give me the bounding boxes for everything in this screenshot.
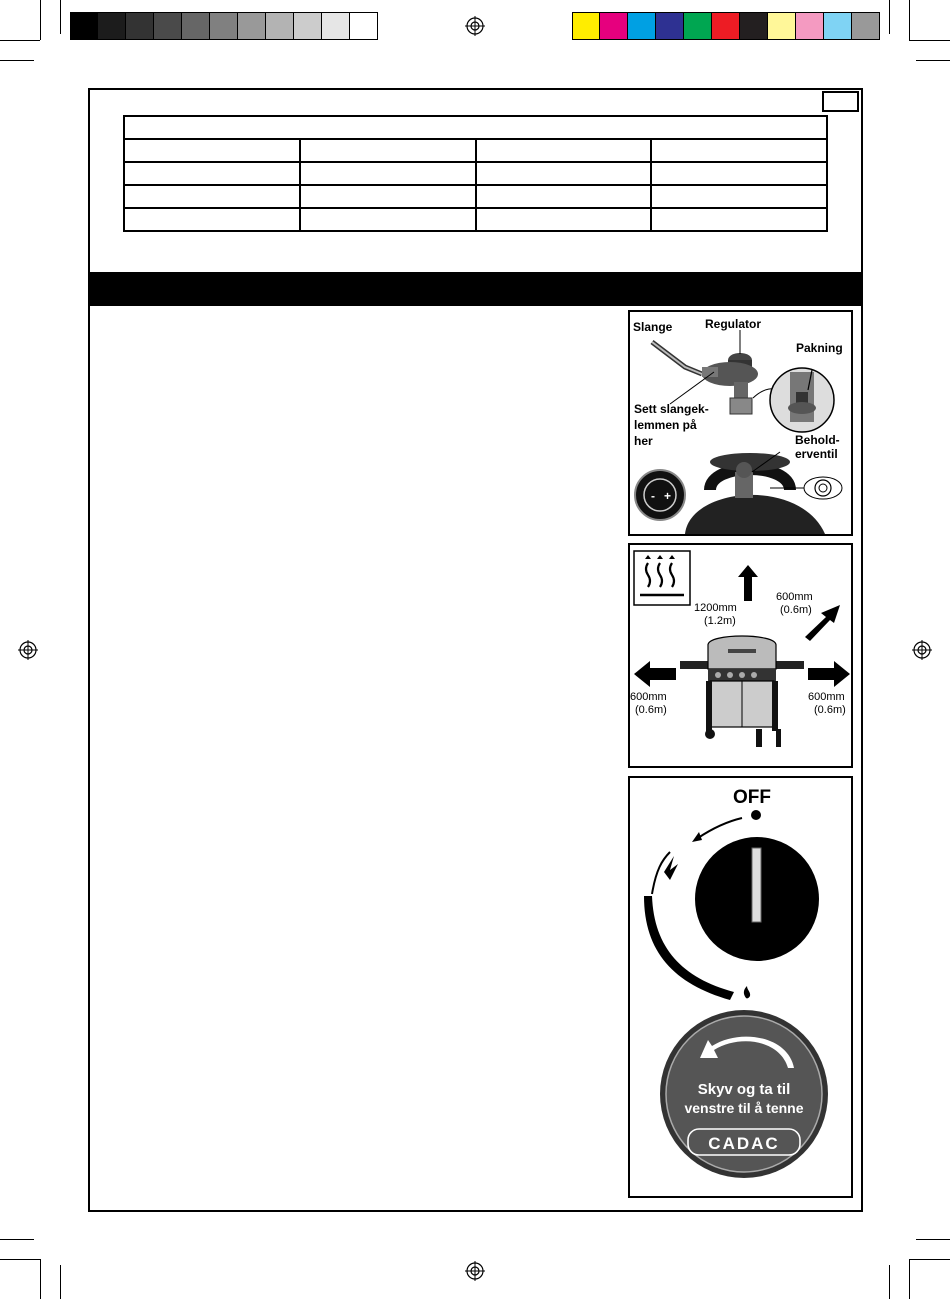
calibration-swatch [600,12,628,40]
label-valve-line1: Behold- [795,433,840,447]
calibration-swatch [238,12,266,40]
calibration-swatch [182,12,210,40]
ignition-illustration [630,778,851,1196]
table-cell [124,139,300,162]
calibration-swatch [796,12,824,40]
gas-cylinder-shape [685,495,825,534]
left-distance-label: 600mm [630,691,667,703]
off-position-dot [751,810,761,820]
brand-logo: CADAC [708,1134,780,1153]
dial-minus-label: - [651,489,655,503]
table-cell [300,185,476,208]
table-cell [124,208,300,231]
clearance-illustration [630,545,851,766]
arrow-right-icon [808,661,850,687]
calibration-swatch [70,12,98,40]
table-row [124,185,827,208]
back-distance-m-label: (0.6m) [780,604,812,616]
table-cell [651,139,827,162]
back-distance-label: 600mm [776,591,813,603]
table-cell [300,162,476,185]
table-cell [476,139,652,162]
calibration-swatch [266,12,294,40]
grill-side-shelf-right [776,661,804,669]
calibration-swatch [154,12,182,40]
dial-plus-label: + [664,489,672,503]
calibration-swatch [350,12,378,40]
calibration-swatch [740,12,768,40]
top-distance-label: 1200mm [694,602,737,614]
calibration-swatch [684,12,712,40]
table-cell [300,139,476,162]
regulator-illustration [630,312,851,534]
regulator-connection-figure [628,310,853,536]
arrow-left-icon [634,661,676,687]
calibration-swatch [628,12,656,40]
off-label: OFF [733,787,771,808]
label-fit-line2: lemmen på [634,418,697,432]
calibration-swatch [98,12,126,40]
calibration-swatch [852,12,880,40]
calibration-swatch [712,12,740,40]
table-cell [124,162,300,185]
calibration-swatch [322,12,350,40]
table-cell [300,208,476,231]
table-row [124,139,827,162]
table-row [124,162,827,185]
table-cell [476,162,652,185]
ignition-knob-figure [628,776,853,1198]
ignition-spark-icon [664,856,678,880]
calibration-swatch [656,12,684,40]
grill-side-shelf-left [680,661,708,669]
section-header-band [88,272,863,306]
page-number-box [822,91,859,112]
registration-mark-icon [18,640,38,660]
label-valve-line2: erventil [795,447,838,461]
calibration-swatch [572,12,600,40]
label-hose: Slange [633,320,673,334]
calibration-swatch [824,12,852,40]
table-header-cell [124,116,827,139]
registration-mark-icon [465,1261,485,1281]
calibration-swatch [126,12,154,40]
instruction-line2: venstre til å tenne [684,1100,804,1116]
left-distance-m-label: (0.6m) [635,704,667,716]
registration-mark-icon [465,16,485,36]
label-fit-line1: Sett slangek- [634,402,709,416]
table-cell [651,162,827,185]
specification-table [123,115,828,232]
arrow-up-icon [738,565,758,601]
label-fit-line3: her [634,434,653,448]
right-distance-label: 600mm [808,691,845,703]
right-distance-m-label: (0.6m) [814,704,846,716]
table-cell [476,208,652,231]
rotate-arrow-icon [692,832,702,842]
calibration-swatch [768,12,796,40]
valve-dial-icon [635,470,685,520]
calibration-swatch [294,12,322,40]
label-gasket: Pakning [796,341,843,355]
knob-indicator [752,848,761,922]
table-cell [651,185,827,208]
table-row [124,208,827,231]
table-cell [476,185,652,208]
label-regulator: Regulator [705,317,762,331]
table-row [124,116,827,139]
calibration-swatch [210,12,238,40]
table-cell [124,185,300,208]
instruction-line1: Skyv og ta til [697,1081,791,1098]
clearance-distances-figure [628,543,853,768]
table-cell [651,208,827,231]
top-distance-m-label: (1.2m) [704,615,736,627]
registration-mark-icon [912,640,932,660]
flame-icon [744,986,750,998]
